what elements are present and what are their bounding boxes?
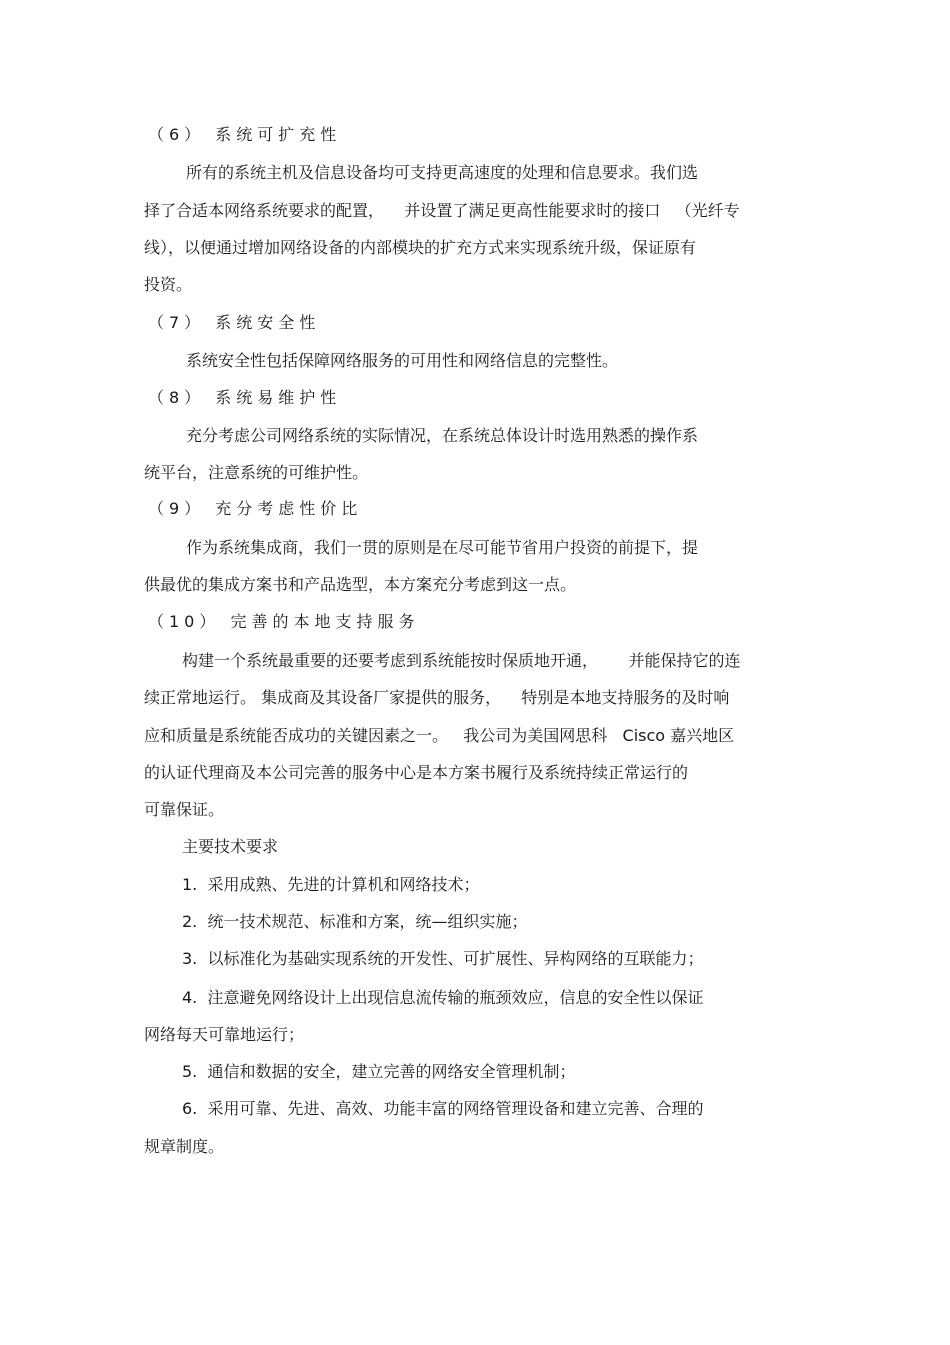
section-10-line-2: 续正常地运行。 集成商及其设备厂家提供的服务， 特别是本地支持服务的及时响: [144, 688, 730, 707]
section-10-line-5: 可靠保证。: [144, 800, 225, 819]
requirement-item-4: 4. 注意避免网络设计上出现信息流传输的瓶颈效应，信息的安全性以保证: [182, 988, 704, 1007]
section-7-heading: （7） 系统安全性: [148, 313, 321, 332]
section-10-line-4: 的认证代理商及本公司完善的服务中心是本方案书履行及系统持续正常运行的: [144, 763, 689, 782]
section-6-line-3: 线），以便通过增加网络设备的内部模块的扩充方式来实现系统升级，保证原有: [144, 238, 697, 257]
requirement-item-6-cont: 规章制度。: [144, 1137, 225, 1156]
section-8-line-2: 统平台，注意系统的可维护性。: [144, 463, 369, 482]
requirement-item-5: 5. 通信和数据的安全，建立完善的网络安全管理机制；: [182, 1062, 576, 1081]
section-6-line-1: 所有的系统主机及信息设备均可支持更高速度的处理和信息要求。我们选: [186, 163, 699, 182]
section-8-line-1: 充分考虑公司网络系统的实际情况，在系统总体设计时选用熟悉的操作系: [186, 426, 699, 445]
section-10-heading: （10） 完善的本地支持服务: [148, 612, 420, 631]
requirement-item-1: 1. 采用成熟、先进的计算机和网络技术；: [182, 875, 480, 894]
section-8-heading: （8） 系统易维护性: [148, 388, 342, 407]
section-9-heading: （9） 充分考虑性价比: [148, 499, 363, 518]
section-10-line-3: 应和质量是系统能否成功的关键因素之一。 我公司为美国网思科 Cisco 嘉兴地区: [144, 726, 735, 745]
section-6-line-2: 择了合适本网络系统要求的配置， 并设置了满足更高性能要求时的接口 （光纤专: [144, 201, 740, 220]
requirements-title: 主要技术要求: [182, 837, 279, 856]
section-7-line-1: 系统安全性包括保障网络服务的可用性和网络信息的完整性。: [186, 351, 619, 370]
requirement-item-2: 2. 统一技术规范、标准和方案，统—组织实施；: [182, 912, 528, 931]
requirement-item-3: 3. 以标准化为基础实现系统的开发性、可扩展性、异构网络的互联能力；: [182, 949, 704, 968]
section-6-line-4: 投资。: [144, 275, 193, 294]
section-9-line-2: 供最优的集成方案书和产品选型，本方案充分考虑到这一点。: [144, 575, 577, 594]
requirement-item-6: 6. 采用可靠、先进、高效、功能丰富的网络管理设备和建立完善、合理的: [182, 1099, 704, 1118]
section-10-line-1: 构建一个系统最重要的还要考虑到系统能按时保质地开通， 并能保持它的连: [182, 651, 741, 670]
section-9-line-1: 作为系统集成商，我们一贯的原则是在尽可能节省用户投资的前提下，提: [186, 538, 699, 557]
requirement-item-4-cont: 网络每天可靠地运行；: [144, 1025, 305, 1044]
section-6-heading: （6） 系统可扩充性: [148, 125, 342, 144]
